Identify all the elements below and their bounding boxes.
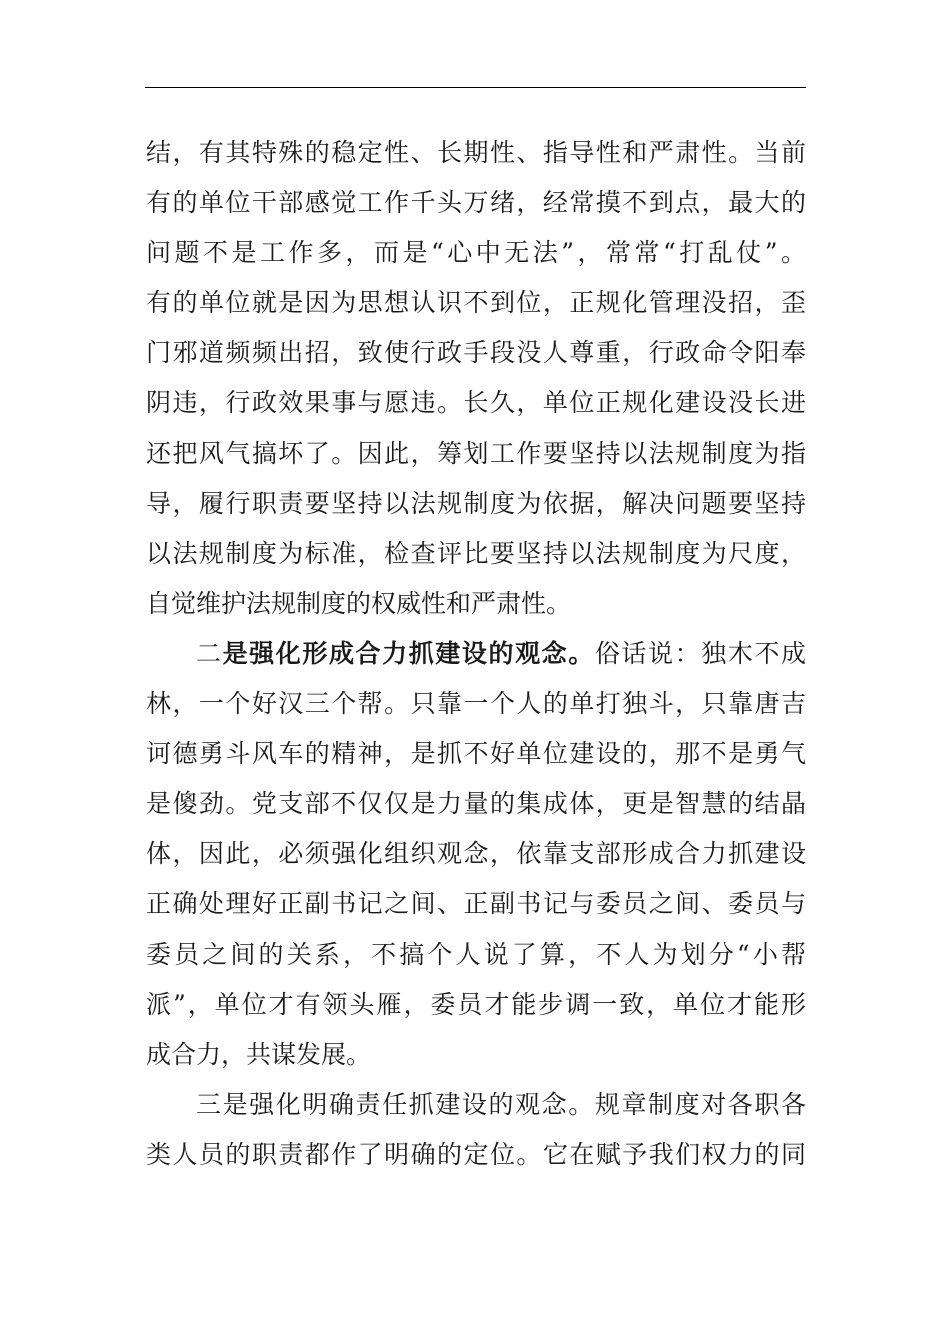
paragraph-1-line: 门邪道频频出招，致使行政手段没人尊重，行政命令阳奉 [146,338,806,368]
paragraph-2-lead-text: 俗话说：独木不成 [594,638,806,668]
paragraph-2-line: 是傻劲。党支部不仅仅是力量的集成体，更是智慧的结晶 [146,789,806,819]
paragraph-2-line: 派”，单位才有领头雁，委员才能步调一致，单位才能形 [146,989,806,1019]
paragraph-1-line: 结，有其特殊的稳定性、长期性、指导性和严肃性。当前 [146,138,806,167]
paragraph-2-line: 诃德勇斗风车的精神，是抓不好单位建设的，那不是勇气 [146,739,806,769]
paragraph-2-line: 成合力，共谋发展。 [146,1039,372,1069]
paragraph-1-line: 有的单位干部感觉工作千头万绪，经常摸不到点，最大的 [146,188,806,218]
paragraph-1-line: 有的单位就是因为思想认识不到位，正规化管理没招，歪 [146,288,806,318]
paragraph-3-line: 类人员的职责都作了明确的定位。它在赋予我们权力的同 [146,1139,806,1169]
paragraph-1-line: 导，履行职责要坚持以法规制度为依据，解决问题要坚持 [146,488,806,518]
paragraph-2-line: 体，因此，必须强化组织观念，依靠支部形成合力抓建设 [146,839,806,869]
document-body [146,128,806,1180]
paragraph-1-line: 自觉维护法规制度的权威性和严肃性。 [146,588,572,618]
paragraph-1-line: 还把风气搞坏了。因此，筹划工作要坚持以法规制度为指 [146,438,806,468]
header-rule [145,87,806,88]
paragraph-2 [146,629,806,1080]
paragraph-3-first-line: 三是强化明确责任抓建设的观念。规章制度对各职各 [196,1089,806,1119]
paragraph-2-line: 林，一个好汉三个帮。只靠一个人的单打独斗，只靠唐吉 [146,689,806,719]
paragraph-1-line: 阴违，行政效果事与愿违。长久，单位正规化建设没长进 [146,388,806,418]
paragraph-2-heading: 是强化形成合力抓建设的观念。 [222,638,595,668]
paragraph-2-prefix: 二 [196,638,223,668]
paragraph-1-line: 问题不是工作多，而是“心中无法”，常常“打乱仗”。 [146,238,806,268]
paragraph-2-first-line [146,629,806,679]
paragraph-1 [146,128,806,629]
paragraph-2-line: 委员之间的关系，不搞个人说了算，不人为划分“小帮 [146,939,806,969]
paragraph-1-line: 以法规制度为标准，检查评比要坚持以法规制度为尺度， [146,538,806,568]
paragraph-2-line: 正确处理好正副书记之间、正副书记与委员之间、委员与 [146,889,806,919]
paragraph-3 [146,1080,806,1180]
